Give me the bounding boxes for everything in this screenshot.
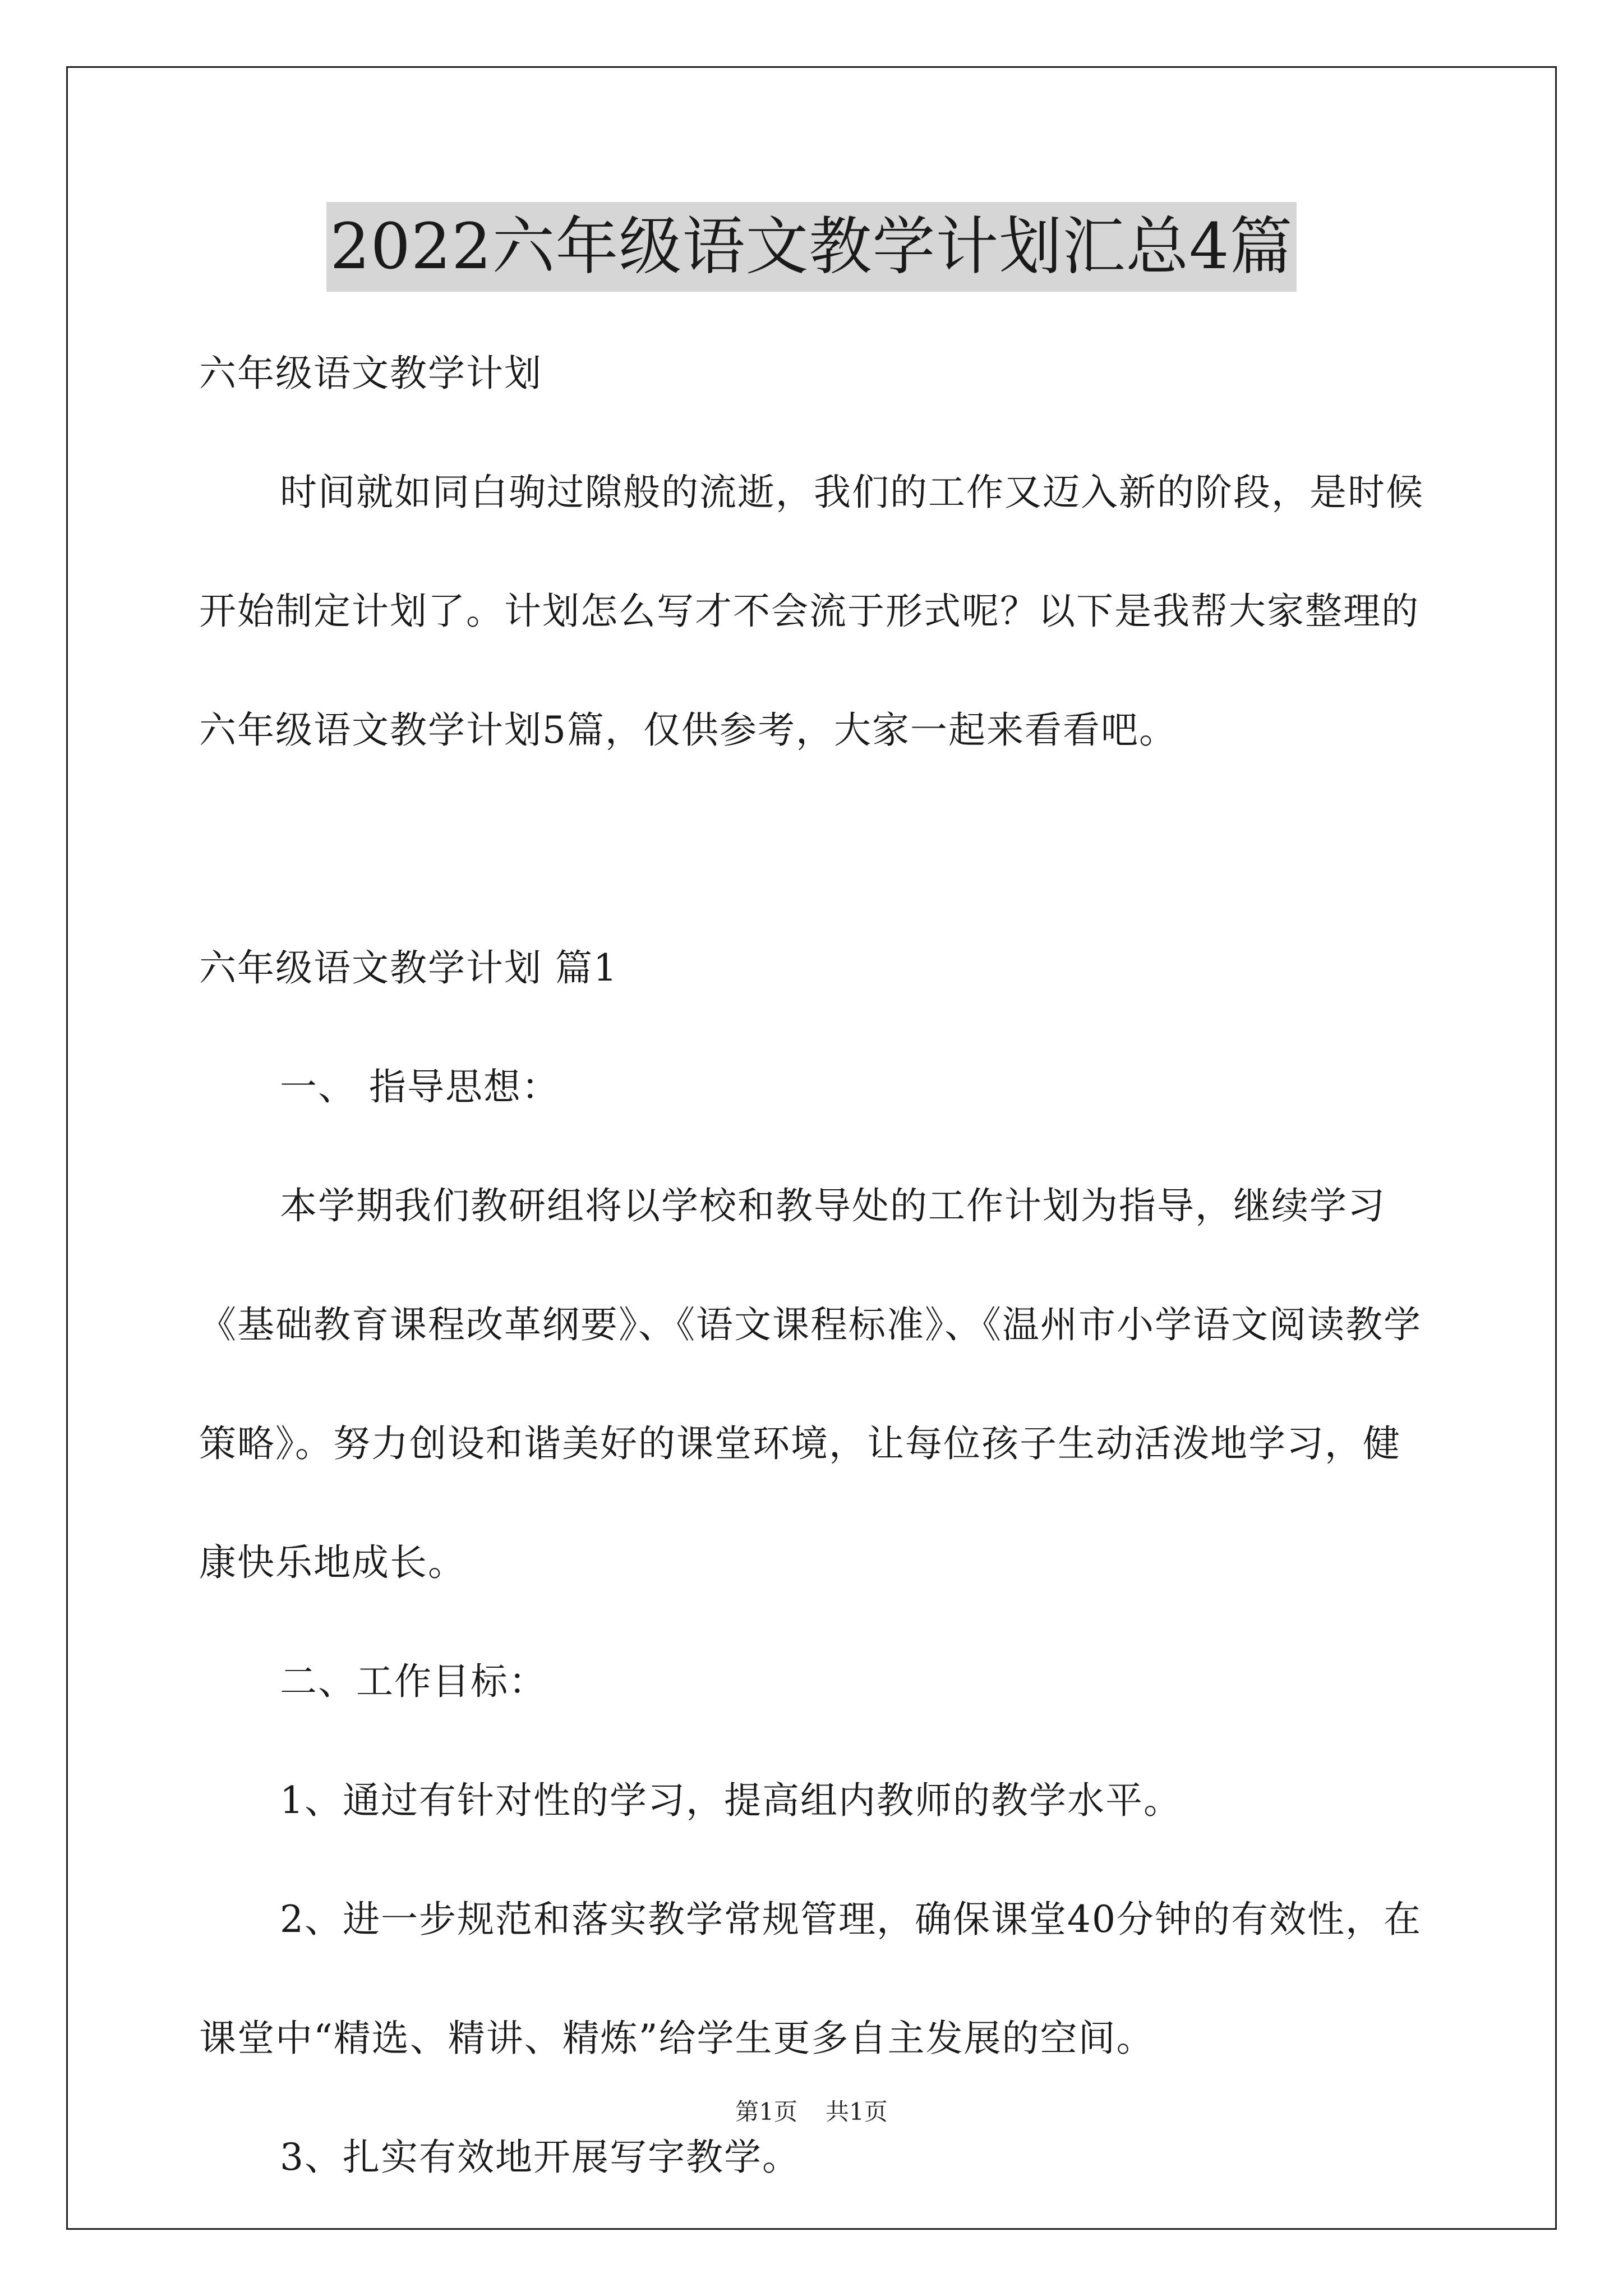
list-item-3: 3、扎实有效地开展写字教学。	[280, 2136, 800, 2179]
page-number: 第1页	[735, 2098, 797, 2125]
title-container	[0, 202, 1623, 292]
document-body	[199, 314, 1438, 2217]
section-heading: 六年级语文教学计划	[199, 352, 542, 395]
section-heading-part1: 六年级语文教学计划 篇1	[199, 946, 618, 990]
blank-line	[199, 790, 1438, 909]
page-footer	[0, 2095, 1623, 2129]
list-item-1: 1、通过有针对性的学习，提高组内教师的教学水平。	[280, 1779, 1182, 1822]
document-title: 2022六年级语文教学计划汇总4篇	[326, 202, 1296, 292]
body-paragraph: 本学期我们教研组将以学校和教导处的工作计划为指导，继续学习《基础教育课程改革纲要》、《语文课程标准》、《温州市小学语文阅读教学策略》。努力创设和谐美好的课堂环境，让每位孩子生动活泼地学习，健康快乐地成长。	[199, 1184, 1422, 1584]
subheading-work-goals: 二、工作目标：	[280, 1660, 547, 1703]
intro-paragraph: 时间就如同白驹过隙般的流逝，我们的工作又迈入新的阶段，是时候开始制定计划了。计划怎么写才不会流于形式呢？以下是我帮大家整理的六年级语文教学计划5篇，仅供参考，大家一起来看看吧。	[199, 471, 1424, 752]
list-item-2: 2、进一步规范和落实教学常规管理，确保课堂40分钟的有效性，在课堂中“精选、精讲、精炼”给学生更多自主发展的空间。	[199, 1898, 1422, 2060]
page-total: 共1页	[826, 2098, 888, 2125]
subheading-guiding-ideology: 一、 指导思想：	[280, 1065, 560, 1108]
